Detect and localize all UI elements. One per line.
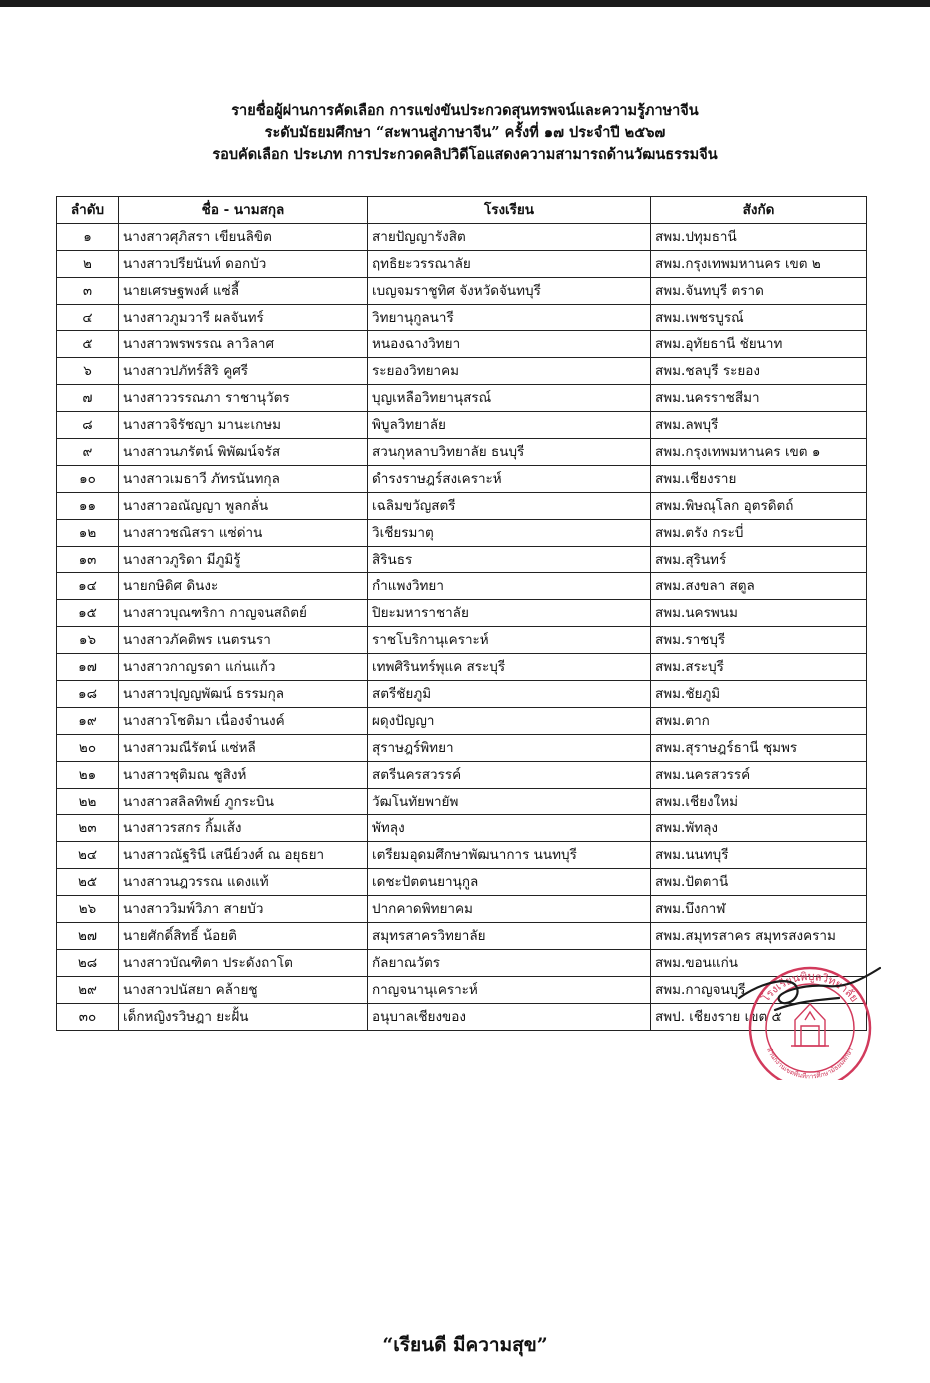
cell-number: ๒๑ xyxy=(57,761,119,788)
cell-school: พัทลุง xyxy=(368,815,651,842)
cell-number: ๙ xyxy=(57,439,119,466)
cell-number: ๘ xyxy=(57,412,119,439)
cell-affiliation: สพม.เพชรบูรณ์ xyxy=(651,304,867,331)
cell-number: ๑๑ xyxy=(57,492,119,519)
top-border-bar xyxy=(0,0,930,7)
cell-school: ดำรงราษฎร์สงเคราะห์ xyxy=(368,465,651,492)
cell-name: นางสาวพรพรรณ ลาวิลาศ xyxy=(119,331,368,358)
table-row xyxy=(57,600,867,627)
table-row xyxy=(57,385,867,412)
heading-line-3: รอบคัดเลือก ประเภท การประกวดคลิปวิดีโอแสดงความสามารถด้านวัฒนธรรมจีน xyxy=(212,146,718,163)
cell-affiliation: สพม.ลพบุรี xyxy=(651,412,867,439)
cell-affiliation: สพม.อุทัยธานี ชัยนาท xyxy=(651,331,867,358)
cell-affiliation: สพม.เชียงราย xyxy=(651,465,867,492)
cell-name: นางสาวกาญรดา แก่นแก้ว xyxy=(119,654,368,681)
cell-number: ๑๓ xyxy=(57,546,119,573)
cell-name: นายกษิดิศ ดินงะ xyxy=(119,573,368,600)
cell-name: นางสาวอณัญญา พูลกลั่น xyxy=(119,492,368,519)
cell-affiliation: สพม.ราชบุรี xyxy=(651,627,867,654)
cell-school: สวนกุหลาบวิทยาลัย ธนบุรี xyxy=(368,439,651,466)
cell-number: ๒๖ xyxy=(57,896,119,923)
cell-affiliation: สพม.กรุงเทพมหานคร เขต ๒ xyxy=(651,250,867,277)
table-row xyxy=(57,519,867,546)
cell-affiliation: สพม.กาญจนบุรี xyxy=(651,976,867,1003)
header-school: โรงเรียน xyxy=(368,197,651,224)
cell-affiliation: สพม.สมุทรสาคร สมุทรสงคราม xyxy=(651,923,867,950)
cell-affiliation: สพป. เชียงราย เขต ๕ xyxy=(651,1003,867,1030)
table-row xyxy=(57,654,867,681)
cell-affiliation: สพม.พัทลุง xyxy=(651,815,867,842)
cell-name: นางสาวปนัสยา คล้ายชู xyxy=(119,976,368,1003)
table-row xyxy=(57,573,867,600)
cell-school: สายปัญญารังสิต xyxy=(368,223,651,250)
cell-affiliation: สพม.ตรัง กระบี่ xyxy=(651,519,867,546)
cell-number: ๒๘ xyxy=(57,949,119,976)
cell-affiliation: สพม.นนทบุรี xyxy=(651,842,867,869)
cell-affiliation: สพม.ตาก xyxy=(651,707,867,734)
cell-school: หนองฉางวิทยา xyxy=(368,331,651,358)
svg-text:สำนักงานเขตพื้นที่การศึกษามัธย xyxy=(765,1046,855,1080)
cell-name: นางสาวโชติมา เนื่องจำนงค์ xyxy=(119,707,368,734)
cell-name: นางสาวเมธาวี ภัทรนันทกุล xyxy=(119,465,368,492)
cell-school: เทพศิรินทร์พุแค สระบุรี xyxy=(368,654,651,681)
cell-number: ๑๗ xyxy=(57,654,119,681)
table-row xyxy=(57,250,867,277)
cell-school: สตรีนครสวรรค์ xyxy=(368,761,651,788)
cell-affiliation: สพม.นครราชสีมา xyxy=(651,385,867,412)
seal-emblem-icon xyxy=(791,1004,829,1046)
cell-school: วัฒโนทัยพายัพ xyxy=(368,788,651,815)
table-row xyxy=(57,896,867,923)
cell-affiliation: สพม.สุรินทร์ xyxy=(651,546,867,573)
cell-name: นางสาวมณีรัตน์ แซ่หลี xyxy=(119,734,368,761)
cell-name: เด็กหญิงรวิษฎา ยะฝั้น xyxy=(119,1003,368,1030)
cell-name: นางสาวศุภิสรา เขียนลิขิต xyxy=(119,223,368,250)
cell-affiliation: สพม.นครสวรรค์ xyxy=(651,761,867,788)
seal-bottom-text: สำนักงานเขตพื้นที่การศึกษามัธยมศึกษา xyxy=(765,1046,855,1080)
cell-affiliation: สพม.สระบุรี xyxy=(651,654,867,681)
cell-number: ๒๗ xyxy=(57,923,119,950)
table-row xyxy=(57,707,867,734)
cell-affiliation: สพม.นครพนม xyxy=(651,600,867,627)
cell-name: นางสาวจิรัชญา มานะเกษม xyxy=(119,412,368,439)
table-row xyxy=(57,815,867,842)
cell-name: นางสาวนฎวรรณ แดงแท้ xyxy=(119,869,368,896)
cell-number: ๑ xyxy=(57,223,119,250)
document-heading xyxy=(0,100,930,166)
cell-school: กัลยาณวัตร xyxy=(368,949,651,976)
cell-school: ปิยะมหาราชาลัย xyxy=(368,600,651,627)
cell-affiliation: สพม.กรุงเทพมหานคร เขต ๑ xyxy=(651,439,867,466)
cell-school: วิทยานุกูลนารี xyxy=(368,304,651,331)
cell-school: เฉลิมขวัญสตรี xyxy=(368,492,651,519)
cell-name: นางสาวปภัทร์สิริ คูศรี xyxy=(119,358,368,385)
seal-top-text: โรงเรียนพิบูลวิทยาลัย xyxy=(758,969,862,1005)
cell-number: ๒๐ xyxy=(57,734,119,761)
cell-name: นางสาวชุติมณ ชูสิงห์ xyxy=(119,761,368,788)
cell-number: ๑๒ xyxy=(57,519,119,546)
school-seal-stamp xyxy=(735,954,881,1080)
header-number: ลำดับ xyxy=(57,197,119,224)
cell-name: นางสาวรสกร กิ้มเส้ง xyxy=(119,815,368,842)
footer-motto: “เรียนดี มีความสุข” xyxy=(382,1334,548,1356)
cell-number: ๑๙ xyxy=(57,707,119,734)
table-row xyxy=(57,842,867,869)
cell-school: สตรีชัยภูมิ xyxy=(368,681,651,708)
cell-name: นางสาวปรียนันท์ ดอกบัว xyxy=(119,250,368,277)
cell-school: วิเชียรมาตุ xyxy=(368,519,651,546)
cell-name: นางสาวสลิลทิพย์ ภูกระบิน xyxy=(119,788,368,815)
table-row xyxy=(57,546,867,573)
svg-text:โรงเรียนพิบูลวิทยาลัย xyxy=(758,970,861,1005)
header-name: ชื่อ - นามสกุล xyxy=(119,197,368,224)
cell-name: นางสาวณัฐรินี เสนีย์วงศ์ ณ อยุธยา xyxy=(119,842,368,869)
cell-school: บุญเหลือวิทยานุสรณ์ xyxy=(368,385,651,412)
header-affiliation: สังกัด xyxy=(651,197,867,224)
cell-affiliation: สพม.จันทบุรี ตราด xyxy=(651,277,867,304)
cell-affiliation: สพม.ปัตตานี xyxy=(651,869,867,896)
table-row xyxy=(57,304,867,331)
cell-name: นางสาวบุณฑริกา กาญจนสถิตย์ xyxy=(119,600,368,627)
cell-name: นางสาวภูริดา มีภูมิรู้ xyxy=(119,546,368,573)
table-row xyxy=(57,465,867,492)
cell-number: ๒๒ xyxy=(57,788,119,815)
cell-number: ๑๕ xyxy=(57,600,119,627)
cell-school: สมุทรสาครวิทยาลัย xyxy=(368,923,651,950)
cell-number: ๒ xyxy=(57,250,119,277)
cell-number: ๒๓ xyxy=(57,815,119,842)
table-row xyxy=(57,492,867,519)
cell-number: ๑๐ xyxy=(57,465,119,492)
cell-school: พิบูลวิทยาลัย xyxy=(368,412,651,439)
cell-name: นางสาวภูมวารี ผลจันทร์ xyxy=(119,304,368,331)
cell-school: กำแพงวิทยา xyxy=(368,573,651,600)
cell-school: ราชโบริกานุเคราะห์ xyxy=(368,627,651,654)
cell-name: นางสาววิมพ์วิภา สายบัว xyxy=(119,896,368,923)
table-row xyxy=(57,277,867,304)
table-header-row xyxy=(57,197,867,224)
cell-affiliation: สพม.ปทุมธานี xyxy=(651,223,867,250)
cell-number: ๕ xyxy=(57,331,119,358)
cell-name: นางสาวบัณฑิตา ประดังถาโต xyxy=(119,949,368,976)
cell-school: ระยองวิทยาคม xyxy=(368,358,651,385)
cell-number: ๖ xyxy=(57,358,119,385)
cell-school: สุราษฎร์พิทยา xyxy=(368,734,651,761)
table-row xyxy=(57,358,867,385)
cell-number: ๔ xyxy=(57,304,119,331)
cell-school: เตรียมอุดมศึกษาพัฒนาการ นนทบุรี xyxy=(368,842,651,869)
table-row xyxy=(57,923,867,950)
cell-name: นางสาววรรณภา ราชานุวัตร xyxy=(119,385,368,412)
cell-affiliation: สพม.พิษณุโลก อุตรดิตถ์ xyxy=(651,492,867,519)
cell-name: นางสาวนภรัตน์ พิพัฒน์จรัส xyxy=(119,439,368,466)
cell-number: ๒๔ xyxy=(57,842,119,869)
cell-name: นายเศรษฐพงศ์ แซ่ลี้ xyxy=(119,277,368,304)
cell-affiliation: สพม.ชัยภูมิ xyxy=(651,681,867,708)
cell-name: นางสาวปุญญพัฒน์ ธรรมกุล xyxy=(119,681,368,708)
table-row xyxy=(57,412,867,439)
cell-name: นางสาวภัคติพร เนตรนรา xyxy=(119,627,368,654)
table-row xyxy=(57,331,867,358)
cell-number: ๗ xyxy=(57,385,119,412)
cell-school: อนุบาลเชียงของ xyxy=(368,1003,651,1030)
cell-school: ฤทธิยะวรรณาลัย xyxy=(368,250,651,277)
cell-affiliation: สพม.ชลบุรี ระยอง xyxy=(651,358,867,385)
cell-school: กาญจนานุเคราะห์ xyxy=(368,976,651,1003)
heading-line-1: รายชื่อผู้ผ่านการคัดเลือก การแข่งขันประกวดสุนทรพจน์และความรู้ภาษาจีน xyxy=(231,102,699,119)
cell-affiliation: สพม.เชียงใหม่ xyxy=(651,788,867,815)
table-body xyxy=(57,223,867,1030)
cell-school: สิรินธร xyxy=(368,546,651,573)
table-row xyxy=(57,681,867,708)
cell-number: ๓๐ xyxy=(57,1003,119,1030)
cell-school: เบญจมราชูทิศ จังหวัดจันทบุรี xyxy=(368,277,651,304)
cell-number: ๒๙ xyxy=(57,976,119,1003)
heading-line-2: ระดับมัธยมศึกษา “สะพานสู่ภาษาจีน” ครั้งที่ ๑๗ ประจำปี ๒๕๖๗ xyxy=(264,124,666,141)
cell-number: ๒๕ xyxy=(57,869,119,896)
cell-school: ผดุงปัญญา xyxy=(368,707,651,734)
cell-name: นางสาวชณิสรา แซ่ด่าน xyxy=(119,519,368,546)
cell-school: ปากคาดพิทยาคม xyxy=(368,896,651,923)
cell-number: ๑๔ xyxy=(57,573,119,600)
cell-school: เดชะปัตตนยานุกูล xyxy=(368,869,651,896)
cell-affiliation: สพม.ขอนแก่น xyxy=(651,949,867,976)
table-row xyxy=(57,788,867,815)
seal-circle xyxy=(750,968,870,1080)
table-row xyxy=(57,627,867,654)
cell-affiliation: สพม.บึงกาฬ xyxy=(651,896,867,923)
table-row xyxy=(57,439,867,466)
results-table xyxy=(56,196,867,1031)
table-row xyxy=(57,761,867,788)
table-row xyxy=(57,734,867,761)
cell-name: นายศักดิ์สิทธิ์ น้อยติ xyxy=(119,923,368,950)
table-row xyxy=(57,223,867,250)
cell-number: ๑๘ xyxy=(57,681,119,708)
cell-number: ๓ xyxy=(57,277,119,304)
cell-affiliation: สพม.สุราษฎร์ธานี ชุมพร xyxy=(651,734,867,761)
cell-affiliation: สพม.สงขลา สตูล xyxy=(651,573,867,600)
table-row xyxy=(57,869,867,896)
cell-number: ๑๖ xyxy=(57,627,119,654)
